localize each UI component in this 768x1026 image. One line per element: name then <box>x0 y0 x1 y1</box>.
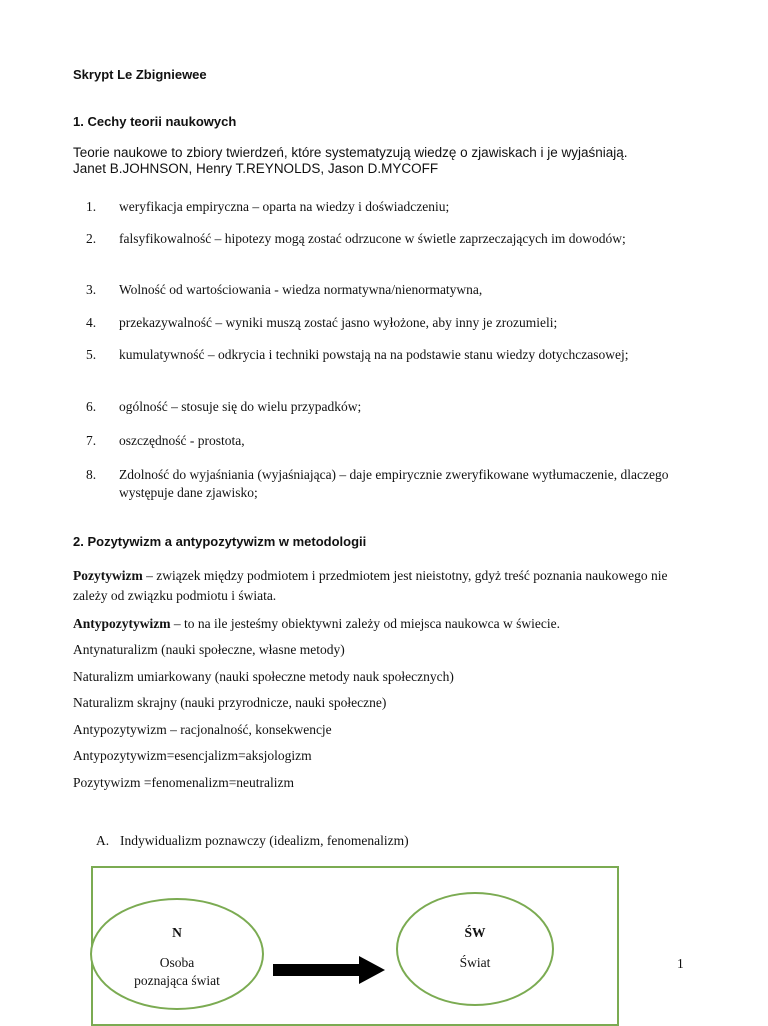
list-item-text: falsyfikowalność – hipotezy mogą zostać odrzucone w świetle zaprzeczających im dowodów; <box>119 231 626 246</box>
antipositivism-paragraph <box>73 614 673 634</box>
positivism-paragraph <box>73 566 673 606</box>
list-item-number: 3. <box>86 282 97 297</box>
positivism-term: Pozytywizm <box>73 568 143 583</box>
text-line: Antypozytywizm=esencjalizm=aksjologizm <box>73 748 312 763</box>
intro-authors: Janet B.JOHNSON, Henry T.REYNOLDS, Jason D.MYCOFF <box>73 161 439 176</box>
subsection-marker: A. <box>96 833 110 848</box>
text-line: Pozytywizm =fenomenalizm=neutralizm <box>73 775 295 790</box>
list-item-text: oszczędność - prostota, <box>119 433 245 448</box>
list-item-number: 8. <box>86 467 97 482</box>
text-line: Antypozytywizm – racjonalność, konsekwencje <box>73 722 332 737</box>
list-item-text: Zdolność do wyjaśniania (wyjaśniająca) – daje empirycznie zweryfikowane wytłumaczenie, dlaczego występuje dane zjawisko; <box>119 467 669 500</box>
section-intro <box>73 145 713 177</box>
page-number: 1 <box>677 956 684 971</box>
subject-abbreviation: N <box>172 925 182 940</box>
subsection-item <box>96 831 409 851</box>
intro-definition: Teorie naukowe to zbiory twierdzeń, które systematyzują wiedzę o zjawiskach i je wyjaśniają. <box>73 145 628 160</box>
text-line: Naturalizm skrajny (nauki przyrodnicze, nauki społeczne) <box>73 695 387 710</box>
list-item-number: 5. <box>86 347 97 362</box>
world-abbreviation: ŚW <box>464 925 486 940</box>
list-item-text: Wolność od wartościowania - wiedza normatywna/nienormatywna, <box>119 282 483 297</box>
section-heading-2: 2. Pozytywizm a antypozytywizm w metodologii <box>73 534 367 549</box>
list-item-text: przekazywalność – wyniki muszą zostać jasno wyłożone, aby inny je zrozumieli; <box>119 315 558 330</box>
list-item-text: weryfikacja empiryczna – oparta na wiedzy i doświadczeniu; <box>119 199 450 214</box>
subject-label: Osoba poznająca świat <box>134 955 220 988</box>
subsection-text: Indywidualizm poznawczy (idealizm, fenomenalizm) <box>120 833 409 848</box>
world-ellipse <box>396 892 554 1006</box>
list-item-text: ogólność – stosuje się do wielu przypadków; <box>119 399 362 414</box>
document-title: Skrypt Le Zbigniewee <box>73 67 207 82</box>
cognition-diagram <box>91 866 619 1026</box>
list-item-text: kumulatywność – odkrycia i techniki powstają na na podstawie stanu wiedzy dotychczasowej; <box>119 347 629 362</box>
section-heading-1: 1. Cechy teorii naukowych <box>73 114 237 129</box>
right-arrow-icon <box>273 956 385 984</box>
list-item-number: 4. <box>86 315 97 330</box>
antipositivism-definition: – to na ile jesteśmy obiektywni zależy od miejsca naukowca w świecie. <box>170 616 561 631</box>
subject-ellipse <box>90 898 264 1010</box>
list-item-number: 7. <box>86 433 97 448</box>
list-item-number: 1. <box>86 199 97 214</box>
antipositivism-term: Antypozytywizm <box>73 616 171 631</box>
list-item-number: 6. <box>86 399 97 414</box>
text-line: Antynaturalizm (nauki społeczne, własne metody) <box>73 642 345 657</box>
list-item-number: 2. <box>86 231 97 246</box>
world-label: Świat <box>459 955 491 970</box>
text-line: Naturalizm umiarkowany (nauki społeczne metody nauk społecznych) <box>73 669 454 684</box>
positivism-definition: – związek między podmiotem i przedmiotem jest nieistotny, gdyż treść poznania naukowego nie zależy od związku podmiotu i świata. <box>73 568 668 603</box>
